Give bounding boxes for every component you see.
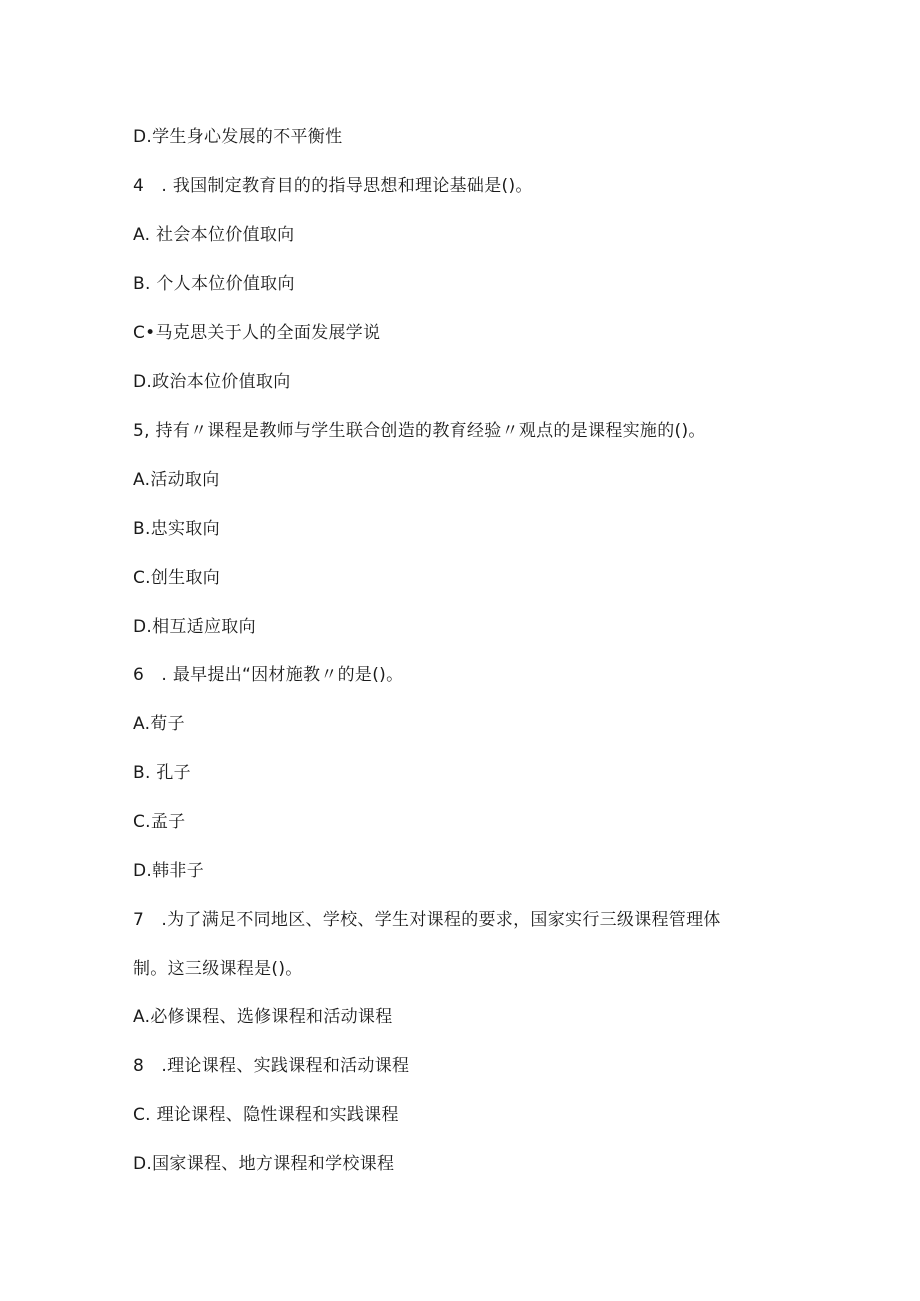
option-a-q7: A.必修课程、选修课程和活动课程	[133, 1007, 393, 1027]
option-a-q5: A.活动取向	[133, 470, 220, 490]
option-c-q4: C•马克思关于人的全面发展学说	[133, 323, 381, 343]
question-4: 4 . 我国制定教育目的的指导思想和理论基础是()。	[133, 176, 533, 196]
option-d-q5: D.相互适应取向	[133, 617, 256, 637]
option-c-q7: C. 理论课程、隐性课程和实践课程	[133, 1105, 399, 1125]
option-d-q3: D.学生身心发展的不平衡性	[133, 127, 343, 147]
option-d-q7: D.国家课程、地方课程和学校课程	[133, 1154, 395, 1174]
option-c-q5: C.创生取向	[133, 568, 221, 588]
option-d-q6: D.韩非子	[133, 861, 204, 881]
question-7-line-2: 制。这三级课程是()。	[133, 959, 303, 979]
question-7-line-1: 7 .为了满足不同地区、学校、学生对课程的要求，国家实行三级课程管理体	[133, 910, 721, 930]
option-c-q6: C.孟子	[133, 812, 186, 832]
option-b-q6: B. 孔子	[133, 763, 191, 783]
question-5: 5, 持有〃课程是教师与学生联合创造的教育经验〃观点的是课程实施的()。	[133, 421, 706, 441]
option-b-q5: B.忠实取向	[133, 519, 220, 539]
question-6: 6 . 最早提出“因材施教〃的是()。	[133, 665, 404, 685]
option-b-q4: B. 个人本位价值取向	[133, 274, 295, 294]
option-d-q4: D.政治本位价值取向	[133, 372, 291, 392]
option-a-q4: A. 社会本位价值取向	[133, 225, 295, 245]
option-a-q6: A.荀子	[133, 714, 185, 734]
option-b-q7: 8 .理论课程、实践课程和活动课程	[133, 1056, 410, 1076]
